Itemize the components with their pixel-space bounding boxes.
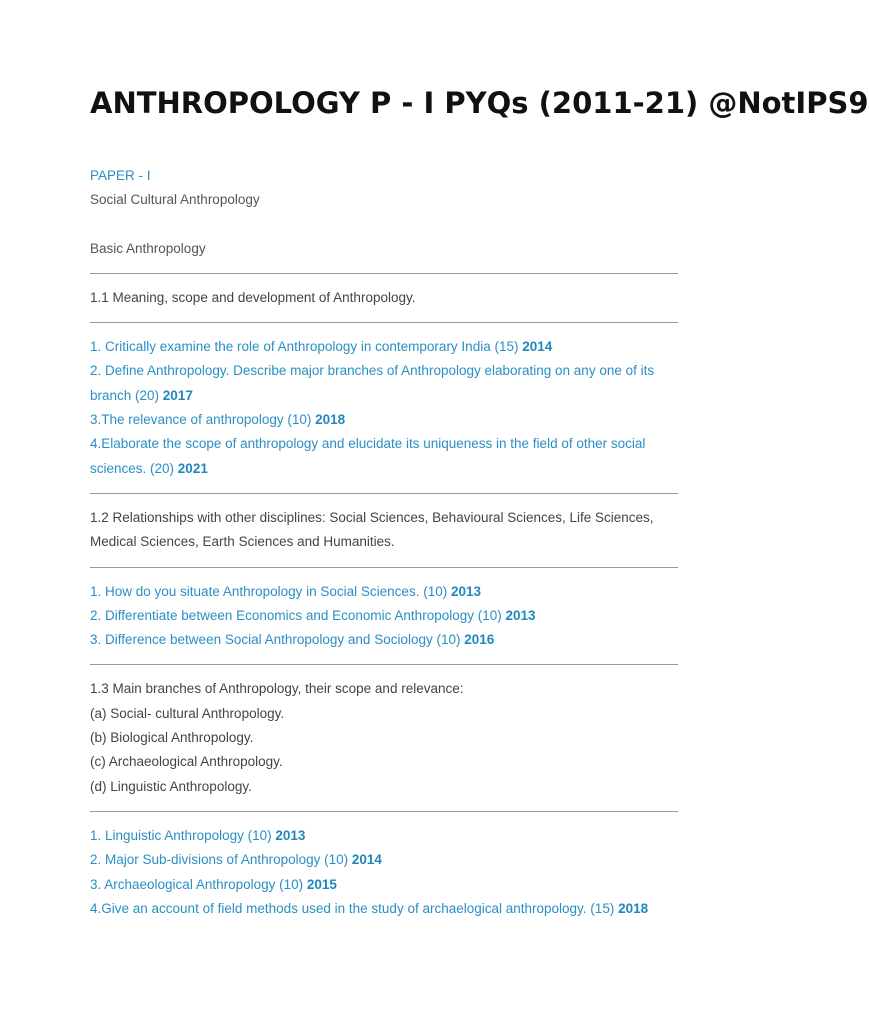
question-year: 2021 xyxy=(177,460,208,476)
divider xyxy=(90,567,678,568)
topic-heading-line: (a) Social- cultural Anthropology. xyxy=(90,705,285,721)
question-year: 2018 xyxy=(315,412,346,428)
topic-heading xyxy=(90,286,678,310)
question-item[interactable] xyxy=(90,628,678,652)
question-item[interactable] xyxy=(90,408,678,432)
question-item[interactable] xyxy=(90,335,678,359)
question-year: 2016 xyxy=(464,632,495,648)
topic-heading-line: 1.3 Main branches of Anthropology, their scope and relevance: xyxy=(90,681,464,697)
question-text: 2. Define Anthropology. Describe major branches of Anthropology elaborating on any one of its branch (20) xyxy=(90,363,655,403)
question-item[interactable] xyxy=(90,604,678,628)
question-item[interactable] xyxy=(90,897,678,921)
question-year: 2018 xyxy=(618,900,649,916)
question-text: 1. Critically examine the role of Anthropology in contemporary India (15) xyxy=(90,339,523,355)
question-text: 1. How do you situate Anthropology in Social Sciences. (10) xyxy=(90,583,451,599)
question-year: 2014 xyxy=(522,339,553,355)
question-text: 4.Give an account of field methods used in the study of archaelogical anthropology. (15) xyxy=(90,900,619,916)
question-year: 2013 xyxy=(275,827,306,843)
topic-heading-line: 1.2 Relationships with other disciplines: Social Sciences, Behavioural Sciences, Life Sciences, Medical Sciences, Earth Sciences and Humanities. xyxy=(90,509,654,550)
question-item[interactable] xyxy=(90,432,678,481)
page-title: ANTHROPOLOGY P - I PYQs (2011-21) @NotIPS9 xyxy=(90,86,869,120)
question-year: 2017 xyxy=(162,387,193,403)
question-item[interactable] xyxy=(90,580,678,604)
question-item[interactable] xyxy=(90,359,678,408)
question-text: 3. Archaeological Anthropology (10) xyxy=(90,876,307,892)
question-year: 2013 xyxy=(505,607,536,623)
question-list xyxy=(90,335,678,481)
document-body xyxy=(90,164,678,921)
question-text: 2. Differentiate between Economics and Economic Anthropology (10) xyxy=(90,607,506,623)
topic-heading-line: (c) Archaeological Anthropology. xyxy=(90,754,283,770)
topic-heading-line: (b) Biological Anthropology. xyxy=(90,730,254,746)
question-year: 2013 xyxy=(450,583,482,599)
question-list xyxy=(90,824,678,921)
question-text: 2. Major Sub-divisions of Anthropology (10) xyxy=(90,852,352,868)
divider xyxy=(90,664,678,665)
question-text: 1. Linguistic Anthropology (10) xyxy=(90,827,276,843)
divider xyxy=(90,811,678,812)
section-heading: Basic Anthropology xyxy=(90,240,206,256)
topic-heading xyxy=(90,677,678,798)
divider xyxy=(90,493,678,494)
divider xyxy=(90,273,678,274)
topic-heading-line: (d) Linguistic Anthropology. xyxy=(90,778,252,794)
topic-heading xyxy=(90,506,678,555)
question-text: 3. Difference between Social Anthropology and Sociology (10) xyxy=(90,632,465,648)
question-list xyxy=(90,580,678,653)
question-item[interactable] xyxy=(90,848,678,872)
paper-label: PAPER - I xyxy=(90,168,151,183)
topic-heading-line: 1.1 Meaning, scope and development of Anthropology. xyxy=(90,289,416,305)
topics-container xyxy=(90,273,678,921)
question-item[interactable] xyxy=(90,873,678,897)
question-item[interactable] xyxy=(90,824,678,848)
subject-heading: Social Cultural Anthropology xyxy=(90,192,260,208)
question-year: 2015 xyxy=(306,876,337,892)
question-text: 4.Elaborate the scope of anthropology and elucidate its uniqueness in the field of other social sciences. (20) xyxy=(90,436,646,476)
question-text: 3.The relevance of anthropology (10) xyxy=(90,412,316,428)
divider xyxy=(90,322,678,323)
question-year: 2014 xyxy=(351,852,382,868)
